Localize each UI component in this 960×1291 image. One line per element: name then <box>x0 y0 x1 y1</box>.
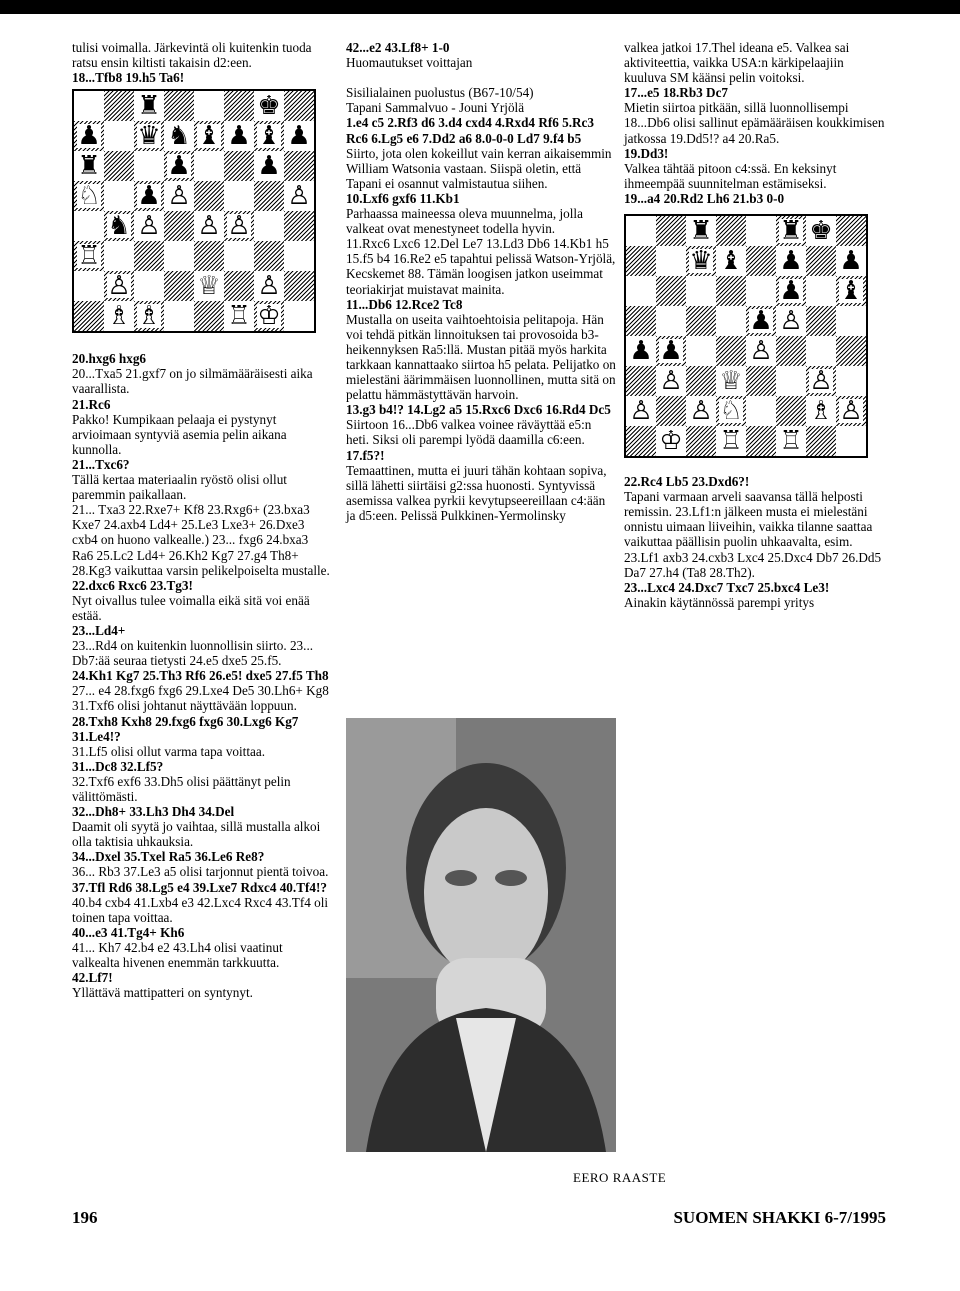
commentary-paragraph: Tapani Sammalvuo - Jouni Yrjölä <box>346 100 525 116</box>
commentary-paragraph: Ainakin käytännössä parempi yritys <box>624 594 815 610</box>
chess-piece: ♞ <box>107 211 131 242</box>
commentary-paragraph: Temaattinen, mutta ei juuri tähän kohtaan sopiva, sillä lähetti siirtäisi g2:ssa huonosti. Syntyvissä asemissa valkea pyrkii kevytupseereillaan c4:ään ja d5:een. Pelissä Pulkkinen-Yermolinsky <box>346 462 607 523</box>
board-square <box>806 246 836 276</box>
board-square <box>164 241 194 271</box>
chess-piece: ♝ <box>839 276 863 307</box>
move-line: 23...Ld4+ <box>72 622 126 638</box>
chess-piece: ♕ <box>719 366 743 397</box>
board-square <box>224 151 254 181</box>
chess-piece: ♘ <box>77 181 101 212</box>
commentary-paragraph: 20...Txa5 21.gxf7 on jo silmämääräisesti aika vaarallista. <box>72 366 313 397</box>
board-square <box>164 211 194 241</box>
chess-piece: ♗ <box>137 301 161 332</box>
move-line: 31...Dc8 32.Lf5? <box>72 758 164 774</box>
portrait-illustration <box>346 718 616 1152</box>
chess-piece: ♙ <box>779 306 803 337</box>
board-square <box>74 271 104 301</box>
chess-diagram-1 <box>72 89 316 333</box>
board-square <box>746 216 776 246</box>
commentary-paragraph: Huomautukset voittajan <box>346 55 473 71</box>
board-square <box>104 91 134 121</box>
col1-post <box>72 351 330 1000</box>
board-square <box>746 396 776 426</box>
move-line: 20.hxg6 hxg6 <box>72 351 147 367</box>
move-line: 21...Txc6? <box>72 456 130 472</box>
commentary-paragraph: 23...Rd4 on kuitenkin luonnollisin siirto. 23... Db7:ää seuraa tietysti 24.e5 dxe5 25.f5. <box>72 638 314 669</box>
board-square <box>776 366 806 396</box>
commentary-paragraph: valkea jatkoi 17.Thel ideana e5. Valkea sai aktiviteettia, vaikka USA:n kärkipelaajiin kuuluva SM käänsi pelin voitoksi. <box>624 40 850 86</box>
move-line: 34...Dxel 35.Txel Ra5 36.Le6 Re8? <box>72 849 265 865</box>
board-square <box>716 276 746 306</box>
chess-piece: ♛ <box>689 246 713 277</box>
chess-piece: ♙ <box>287 181 311 212</box>
chess-piece: ♙ <box>689 396 713 427</box>
board-square <box>284 91 314 121</box>
chess-piece: ♟ <box>257 151 281 182</box>
board-square <box>194 241 224 271</box>
chess-piece: ♟ <box>779 246 803 277</box>
board-square <box>626 246 656 276</box>
board-square <box>716 336 746 366</box>
chess-piece: ♙ <box>659 366 683 397</box>
commentary-paragraph: tulisi voimalla. Järkevintä oli kuitenkin tuoda ratsu ensin kiltisti takaisin d2:een. <box>72 40 312 71</box>
chess-piece: ♛ <box>137 121 161 152</box>
chess-piece: ♚ <box>257 91 281 122</box>
column-2 <box>346 40 616 523</box>
board-square <box>806 306 836 336</box>
board-square <box>284 271 314 301</box>
chess-piece: ♙ <box>227 211 251 242</box>
chess-piece: ♟ <box>749 306 773 337</box>
chess-piece: ♘ <box>719 396 743 427</box>
board-square <box>284 301 314 331</box>
board-square <box>164 91 194 121</box>
chess-piece: ♟ <box>167 151 191 182</box>
commentary-paragraph: Parhaassa maineessa oleva muunnelma, jolla valkeat ovat menestyneet todella hyvin. <box>346 206 583 237</box>
commentary-paragraph: Mustalla on useita vaihtoehtoisia pelitapoja. Hän voi tehdä pitkän linnoituksen tai provosoida b3-heikennyksen Ra5:llä. Mustan pitää myös harkita tarkkaan kannattaako siirtoa h5 pelata. Pelijatko on mielestäni äärimmäisen luonnollinen, mutta sitä on pelattu hämmästyttävän harvoin. <box>346 311 616 403</box>
chess-piece: ♙ <box>257 271 281 302</box>
column-1 <box>72 40 330 1000</box>
chess-piece: ♜ <box>77 151 101 182</box>
board-square <box>626 306 656 336</box>
commentary-paragraph <box>346 70 616 85</box>
board-square <box>104 151 134 181</box>
chess-piece: ♜ <box>779 216 803 247</box>
board-square <box>656 246 686 276</box>
move-line: 19...a4 20.Rd2 Lh6 21.b3 0-0 <box>624 190 785 206</box>
board-square <box>836 306 866 336</box>
commentary-paragraph: 40.b4 cxb4 41.Lxb4 e3 42.Lxc4 Rxc4 43.Tf4 oli toinen tapa voittaa. <box>72 894 329 925</box>
chess-piece: ♟ <box>287 121 311 152</box>
commentary-paragraph: Siirtoon 16...Db6 valkea voinee räväyttää e5:n heti. Siksi oli parempi lyödä daamilla c6:een. <box>346 417 592 448</box>
board-square <box>656 396 686 426</box>
chess-piece: ♙ <box>137 211 161 242</box>
chess-piece: ♗ <box>107 301 131 332</box>
board-square <box>626 366 656 396</box>
move-line: 17...e5 18.Rb3 Dc7 <box>624 85 729 101</box>
move-line: 40...e3 41.Tg4+ Kh6 <box>72 924 185 940</box>
chess-piece: ♙ <box>167 181 191 212</box>
commentary-paragraph: 11.Rxc6 Lxc6 12.Del Le7 13.Ld3 Db6 14.Kb1 h5 15.f5 b4 16.Re2 e5 tapahtui pelissä Watson-Yrjölä, Kecskemet 88. Tämän loogisen jatkon useimmat teoriakirjat muistavat mainita. <box>346 236 616 297</box>
board-square <box>746 276 776 306</box>
chess-piece: ♟ <box>839 246 863 277</box>
commentary-paragraph: 41... Kh7 42.b4 e2 43.Lh4 olisi vaatinut valkealta hivenen enemmän tarkkuutta. <box>72 939 283 971</box>
move-line: 11...Db6 12.Rce2 Tc8 <box>346 296 463 312</box>
commentary-paragraph: Yllättävä mattipatteri on syntynyt. <box>72 985 253 1001</box>
chess-piece: ♙ <box>197 211 221 242</box>
board-square <box>746 246 776 276</box>
commentary-paragraph: Tapani varmaan arveli saavansa tällä helposti remissin. 23.Lf1:n jälkeen musta ei mielestäni onnistu uimaan liiveihin, vaikka tilanne saattaa vaikuttaa päällisin puolin uhkaavalta, esim. 23.Lf1 axb3 24.cxb3 Lxc4 25.Dxc4 Db7 26.Dd5 Da7 27.h4 (Ta8 28.Th2). <box>624 489 882 580</box>
board-square <box>194 151 224 181</box>
move-line: 18...Tfb8 19.h5 Ta6! <box>72 70 185 86</box>
board-square <box>134 241 164 271</box>
page-number: 196 <box>72 1208 98 1227</box>
board-square <box>626 426 656 456</box>
chess-piece: ♖ <box>779 426 803 457</box>
board-square <box>686 336 716 366</box>
col3-pre <box>624 40 886 206</box>
board-square <box>74 301 104 331</box>
col3-post <box>624 474 886 610</box>
move-line: 21.Rc6 <box>72 396 111 412</box>
board-square <box>224 271 254 301</box>
board-square <box>104 241 134 271</box>
chess-piece: ♔ <box>257 301 281 332</box>
board-square <box>686 426 716 456</box>
chess-piece: ♝ <box>197 121 221 152</box>
chess-piece: ♜ <box>137 91 161 122</box>
chess-piece: ♙ <box>809 366 833 397</box>
chess-piece: ♟ <box>629 336 653 367</box>
commentary-paragraph: Nyt oivallus tulee voimalla eikä sitä voi enää estää. <box>72 592 310 623</box>
chess-piece: ♔ <box>659 426 683 457</box>
chess-piece: ♟ <box>137 181 161 212</box>
col2-text <box>346 40 616 523</box>
move-line: 22.dxc6 Rxc6 23.Tg3! <box>72 577 193 593</box>
board-square <box>164 301 194 331</box>
board-square <box>716 306 746 336</box>
move-line: 10.Lxf6 gxf6 11.Kb1 <box>346 190 460 206</box>
board-square <box>836 426 866 456</box>
chess-piece: ♙ <box>839 396 863 427</box>
move-line: 32...Dh8+ 33.Lh3 Dh4 34.Del <box>72 804 235 820</box>
board-square <box>254 211 284 241</box>
board-square <box>686 276 716 306</box>
top-rule <box>0 0 960 14</box>
portrait-photo <box>346 718 616 1152</box>
commentary-paragraph: Siirto, jota olen kokeillut vain kerran aikaisemmin William Watsonia vastaan. Siispä oletin, että Tapani ei osannut valmistautua siihen. <box>346 145 612 191</box>
board-square <box>836 216 866 246</box>
column-3 <box>624 40 886 610</box>
board-square <box>656 276 686 306</box>
board-square <box>284 151 314 181</box>
board-square <box>164 271 194 301</box>
chess-piece: ♟ <box>779 276 803 307</box>
move-line: 42...e2 43.Lf8+ 1-0 <box>346 40 450 55</box>
board-square <box>254 241 284 271</box>
board-square <box>194 301 224 331</box>
chess-piece: ♖ <box>77 241 101 272</box>
move-line: 22.Rc4 Lb5 23.Dxd6?! <box>624 474 750 490</box>
board-square <box>134 271 164 301</box>
board-square <box>716 216 746 246</box>
board-square <box>284 211 314 241</box>
board-square <box>284 241 314 271</box>
chess-piece: ♟ <box>77 121 101 152</box>
commentary-paragraph: Tällä kertaa materiaalin ryöstö olisi ollut paremmin paikallaan. <box>72 472 287 503</box>
magazine-issue: SUOMEN SHAKKI 6-7/1995 <box>673 1208 886 1227</box>
board-square <box>224 91 254 121</box>
board-square <box>776 336 806 366</box>
move-line: 1.e4 c5 2.Rf3 d6 3.d4 cxd4 4.Rxd4 Rf6 5.Rc3 Rc6 6.Lg5 e6 7.Dd2 a6 8.0-0-0 Ld7 9.f4 b5 <box>346 115 594 146</box>
board-square <box>194 181 224 211</box>
board-square <box>74 91 104 121</box>
move-line: 42.Lf7! <box>72 970 113 986</box>
commentary-paragraph: Daamit oli syytä jo vaihtaa, sillä mustalla alkoi olla taktisia uhkauksia. <box>72 819 321 850</box>
col1-pre <box>72 40 330 85</box>
chess-piece: ♗ <box>809 396 833 427</box>
board-square <box>104 121 134 151</box>
board-square <box>836 366 866 396</box>
chess-piece: ♙ <box>749 336 773 367</box>
move-line: 28.Txh8 Kxh8 29.fxg6 fxg6 30.Lxg6 Kg7 31.Le4!? <box>72 713 299 744</box>
move-line: 13.g3 b4!? 14.Lg2 a5 15.Rxc6 Dxc6 16.Rd4 Dc5 <box>346 402 611 418</box>
chess-piece: ♙ <box>629 396 653 427</box>
board-square <box>626 276 656 306</box>
photo-caption: EERO RAASTE <box>573 1170 667 1185</box>
board-square <box>194 91 224 121</box>
board-square <box>686 306 716 336</box>
board-square <box>746 426 776 456</box>
move-line: 23...Lxc4 24.Dxc7 Txc7 25.bxc4 Le3! <box>624 579 830 595</box>
board-square <box>806 276 836 306</box>
board-square <box>746 366 776 396</box>
move-line: 17.f5?! <box>346 447 385 463</box>
board-square <box>806 426 836 456</box>
commentary-paragraph: Pakko! Kumpikaan pelaaja ei pystynyt arvioimaan syntyviä asemia pelin aikana kunnolla. <box>72 411 287 457</box>
commentary-paragraph: 32.Txf6 exf6 33.Dh5 olisi päättänyt pelin välittömästi. <box>72 773 291 804</box>
board-square <box>626 216 656 246</box>
board-square <box>74 211 104 241</box>
chess-piece: ♖ <box>719 426 743 457</box>
commentary-paragraph: 31.Lf5 olisi ollut varma tapa voittaa. <box>72 743 266 759</box>
chess-piece: ♙ <box>107 271 131 302</box>
chess-piece: ♝ <box>719 246 743 277</box>
commentary-paragraph: Sisilialainen puolustus (B67-10/54) <box>346 85 534 101</box>
chess-piece: ♖ <box>227 301 251 332</box>
commentary-paragraph: Mietin siirtoa pitkään, sillä luonnollisempi 18...Db6 olisi sallinut epämääräisen koukkimisen jatkossa 19.Dd5!? a4 20.Ra5. <box>624 100 885 146</box>
commentary-paragraph: 21... Txa3 22.Rxe7+ Kf8 23.Rxg6+ (23.bxa3 Kxe7 24.axb4 Ld4+ 25.Le3 Lxe3+ 26.Dxe3 cxb4 on huono valkealle.) 23... fxg6 24.bxa3 Ra6 25.Lc2 Ld4+ 26.Kh2 Kg7 27.g4 Th8+ 28.Kg3 vaikuttaa varsin pelikelpoiselta mustalle. <box>72 502 330 578</box>
move-line: 19.Dd3! <box>624 145 669 161</box>
board-square <box>836 336 866 366</box>
board-square <box>104 181 134 211</box>
move-line: 37.Tfl Rd6 38.Lg5 e4 39.Lxe7 Rdxc4 40.Tf4!? <box>72 879 327 895</box>
chess-piece: ♟ <box>227 121 251 152</box>
board-square <box>806 336 836 366</box>
commentary-paragraph: 27... e4 28.fxg6 fxg6 29.Lxe4 De5 30.Lh6+ Kg8 31.Txf6 olisi johtanut näyttävään loppuun. <box>72 683 329 714</box>
chess-diagram-2 <box>624 214 868 458</box>
commentary-paragraph: Valkea tähtää pitoon c4:ssä. En keksinyt ihmeempää suunnitelman estämiseksi. <box>624 160 837 191</box>
chess-piece: ♞ <box>167 121 191 152</box>
board-square <box>224 181 254 211</box>
chess-piece: ♝ <box>257 121 281 152</box>
board-square <box>656 306 686 336</box>
board-square <box>134 151 164 181</box>
commentary-paragraph: 36... Rb3 37.Le3 a5 olisi tarjonnut pientä toivoa. <box>72 864 329 880</box>
chess-piece: ♜ <box>689 216 713 247</box>
board-square <box>686 366 716 396</box>
board-square <box>224 241 254 271</box>
board-square <box>254 181 284 211</box>
board-square <box>656 216 686 246</box>
move-line: 24.Kh1 Kg7 25.Th3 Rf6 26.e5! dxe5 27.f5 Th8 <box>72 668 329 684</box>
board-square <box>776 396 806 426</box>
chess-piece: ♟ <box>659 336 683 367</box>
chess-piece: ♚ <box>809 216 833 247</box>
chess-piece: ♕ <box>197 271 221 302</box>
